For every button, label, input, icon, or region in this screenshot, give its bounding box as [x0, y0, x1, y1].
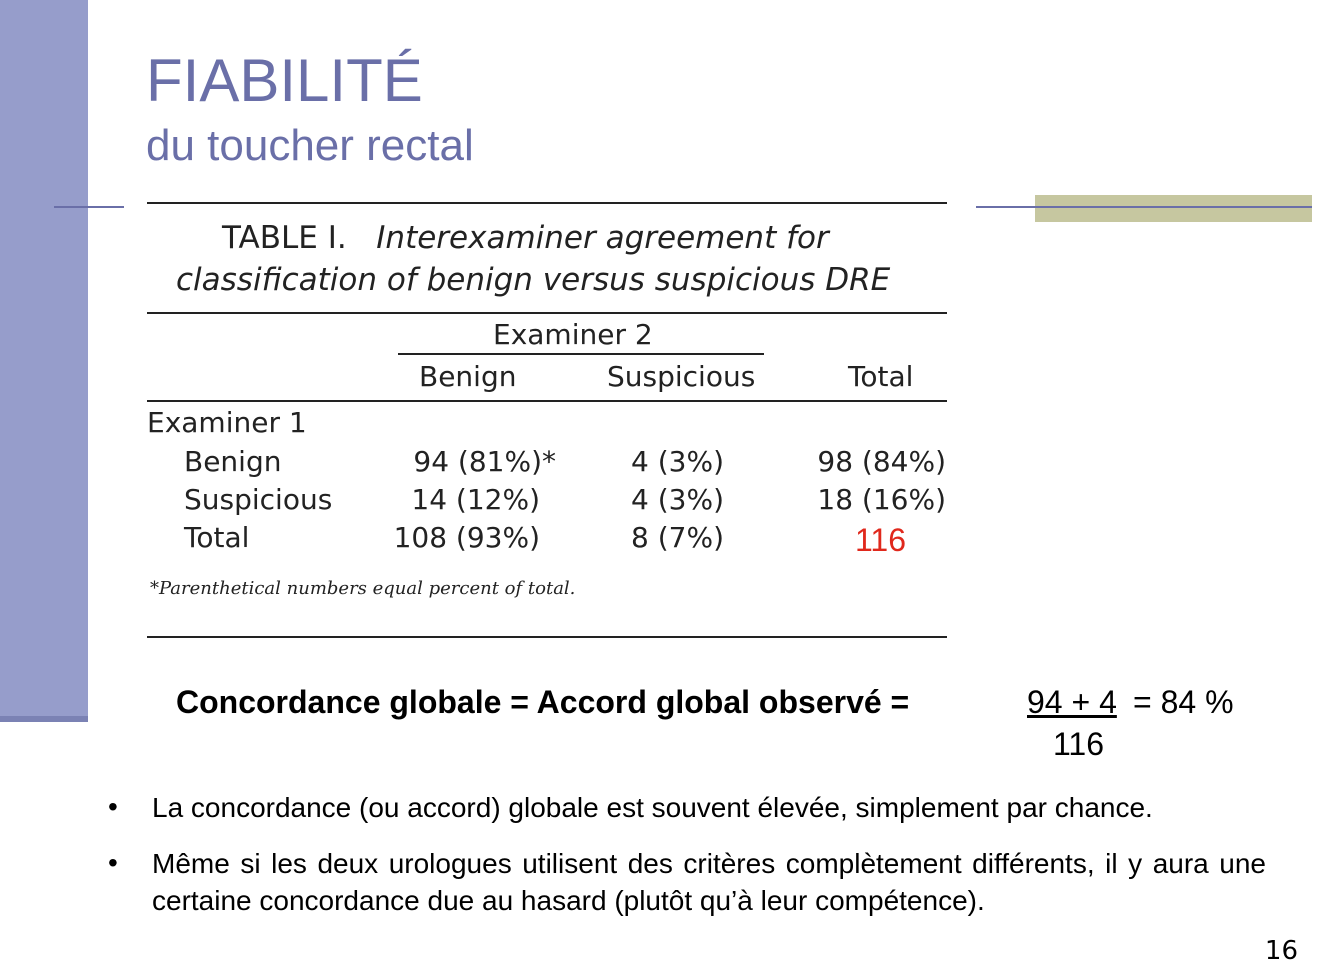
table-caption-rule: [147, 312, 947, 314]
cell-total-suspicious: 8 (7%): [631, 521, 724, 554]
table-footnote: *Parenthetical numbers equal percent of total.: [150, 578, 576, 599]
table-header-rule: [147, 400, 947, 402]
title-rule-left: [54, 206, 124, 208]
slide-subtitle: du toucher rectal: [146, 121, 474, 170]
table-caption-line1: [222, 218, 829, 258]
formula-label: Concordance globale = Accord global observé =: [176, 684, 910, 720]
cell-total-total-highlight: 116: [855, 522, 907, 558]
row-label-total: Total: [184, 521, 250, 554]
title-rule-right: [976, 206, 1312, 208]
table-caption-text: Interexaminer agreement for: [376, 220, 829, 256]
cell-suspicious-suspicious: 4 (3%): [631, 483, 724, 516]
col-header-suspicious: Suspicious: [607, 360, 756, 393]
cell-benign-suspicious: 4 (3%): [631, 445, 724, 478]
formula-denominator: 116: [1053, 726, 1105, 762]
bullet-text-2: Même si les deux urologues utilisent des critères complètement différents, il y aura une certaine concordance due au hasard (plutôt qu’à leur compétence).: [152, 848, 1266, 916]
cell-total-benign: 108 (93%): [393, 521, 540, 554]
cell-suspicious-total: 18 (16%): [817, 483, 946, 516]
table-bottom-rule: [147, 636, 947, 638]
col-header-total: Total: [848, 360, 914, 393]
row-label-benign: Benign: [184, 445, 282, 478]
bullet-marker-1: •: [108, 791, 118, 822]
row-label-suspicious: Suspicious: [184, 483, 333, 516]
cell-benign-total: 98 (84%): [817, 445, 946, 478]
formula-result: = 84 %: [1133, 684, 1234, 720]
group-header-rule: [398, 353, 764, 355]
formula-numerator: 94 + 4: [1027, 684, 1117, 720]
cell-benign-benign: 94 (81%)*: [413, 445, 556, 478]
left-sidebar-band: [0, 0, 88, 716]
cell-suspicious-benign: 14 (12%): [411, 483, 540, 516]
col-header-benign: Benign: [419, 360, 517, 393]
slide-title: FIABILITÉ: [146, 47, 423, 114]
table-label: TABLE I.: [222, 220, 347, 256]
bullet-text-1: La concordance (ou accord) globale est souvent élevée, simplement par chance.: [152, 792, 1153, 823]
sidebar-shadow: [0, 716, 88, 722]
bullet-marker-2: •: [108, 847, 118, 878]
table-top-rule: [147, 202, 947, 204]
page-number: 16: [1264, 936, 1298, 966]
table-caption-line2: classification of benign versus suspicious DRE: [176, 262, 891, 298]
row-group-examiner-1: Examiner 1: [147, 406, 307, 439]
accent-bar: [1035, 195, 1312, 222]
group-header-examiner-2: Examiner 2: [493, 318, 653, 351]
